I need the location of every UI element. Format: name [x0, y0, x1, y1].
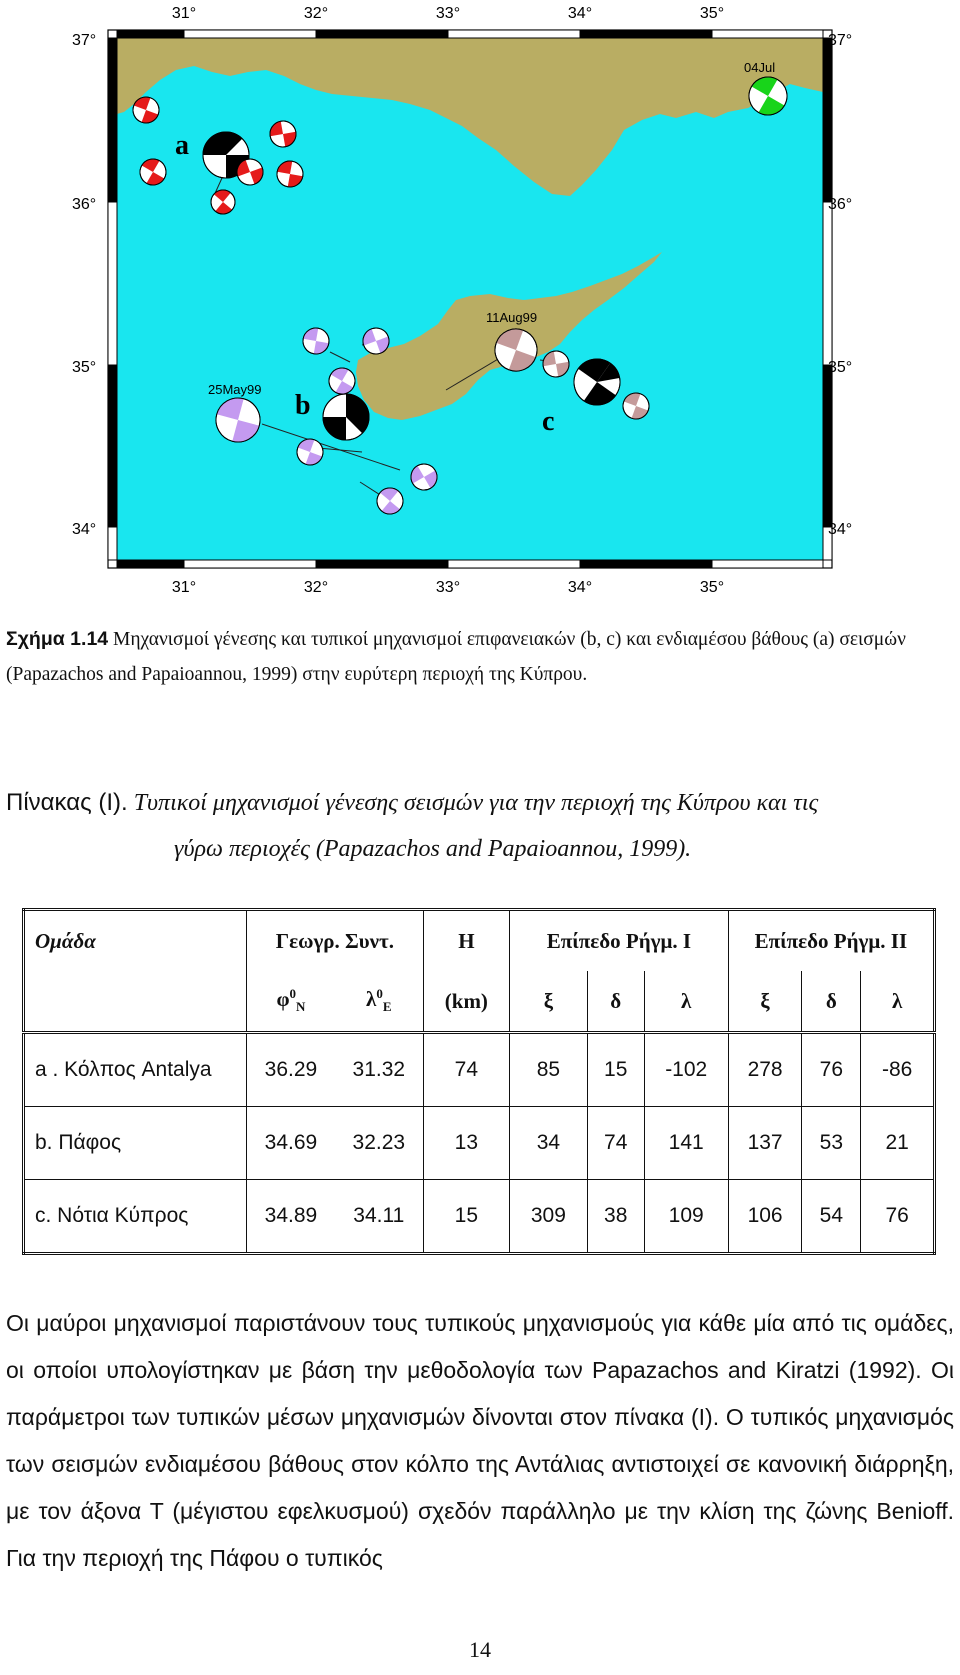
frame-bar-segment [184, 30, 316, 38]
cell-xi2: 106 [728, 1180, 802, 1254]
frame-bar-segment [448, 30, 580, 38]
frame-bar-segment [117, 30, 184, 38]
header-group-blank [24, 971, 247, 1033]
table-title-line1: Τυπικοί μηχανισμοί γένεσης σεισμών για την περιοχή της Κύπρου και τις [127, 790, 819, 816]
frame-bar-segment [712, 560, 823, 568]
cell-d2: 76 [802, 1033, 861, 1107]
frame-bar-segment [823, 38, 832, 202]
header-plane2: Επίπεδο Ρήγμ. ΙΙ [728, 910, 934, 972]
table-title [6, 780, 956, 872]
cell-xi1: 309 [509, 1180, 587, 1254]
table-body [24, 1033, 935, 1254]
event-label-11aug99: 11Aug99 [486, 310, 538, 325]
latitude-tick-label: 34° [72, 521, 97, 538]
frame-bar-segment [316, 560, 448, 568]
page-number: 14 [469, 1637, 491, 1662]
cell-phi: 36.29 [247, 1033, 335, 1107]
lambda-sup: 0 [376, 986, 383, 1002]
longitude-tick-label: 32° [303, 5, 329, 22]
cell-group: a . Κόλπος Antalya [24, 1033, 247, 1107]
header-l1: λ [644, 971, 728, 1033]
header-group: Ομάδα [24, 910, 247, 972]
group-label-a: a [175, 130, 189, 161]
cell-d2: 53 [802, 1107, 861, 1180]
header-l2: λ [861, 971, 935, 1033]
body-paragraph [6, 1300, 954, 1582]
longitude-tick-label: 33° [435, 579, 461, 596]
table-title-line2: γύρω περιοχές (Papazachos and Papaioannou, 1999). [174, 836, 692, 862]
cell-h: 13 [423, 1107, 509, 1180]
longitude-tick-label: 34° [567, 579, 593, 596]
header-d2: δ [802, 971, 861, 1033]
latitude-tick-label: 35° [828, 359, 853, 376]
longitude-tick-label: 31° [171, 579, 197, 596]
longitude-tick-label: 31° [171, 5, 197, 22]
frame-bar-segment [316, 30, 448, 38]
frame-bar-segment [580, 560, 712, 568]
cell-lam: 32.23 [335, 1107, 423, 1180]
event-label-04jul: 04Jul [744, 60, 776, 75]
table-header-row-1 [24, 910, 935, 972]
beachball-icon [323, 394, 369, 440]
latitude-tick-label: 36° [828, 196, 853, 213]
table-row [24, 1107, 935, 1180]
header-plane1: Επίπεδο Ρήγμ. Ι [509, 910, 728, 972]
cell-l2: 21 [861, 1107, 935, 1180]
cell-d1: 74 [587, 1107, 644, 1180]
paragraph-text: Οι μαύροι μηχανισμοί παριστάνουν τους τυπικούς μηχανισμούς για κάθε μία από τις ομάδες, οι οποίοι υπολογίστηκαν με βάση την μεθοδολογία των Papazachos and Kiratzi (1992). Οι παράμετροι των τυπικών μέσων μηχανισμών δίνονται στον πίνακα (Ι). Ο τυπικός μηχανισμός των σεισμών ενδιαμέσου βάθους στον κόλπο της Αντάλιας αντιστοιχεί σε κανονική διάρρηξη, με τον άξονα Τ (μέγιστου εφελκυσμού) σχεδόν παράλληλο με την κλίση της ζώνης Benioff. Για την περιοχή της Πάφου ο τυπικός [6, 1310, 954, 1571]
latitude-tick-label: 37° [72, 32, 97, 49]
header-xi1: ξ [509, 971, 587, 1033]
cell-phi: 34.69 [247, 1107, 335, 1180]
cell-xi2: 278 [728, 1033, 802, 1107]
cell-d1: 38 [587, 1180, 644, 1254]
group-label-c: c [542, 406, 555, 437]
frame-bar-segment [108, 202, 117, 365]
frame-bar-segment [712, 30, 823, 38]
phi-sup: 0 [289, 986, 297, 1002]
longitude-tick-label: 35° [699, 5, 725, 22]
group-label-b: b [295, 390, 311, 421]
latitude-tick-label: 34° [828, 521, 853, 538]
frame-bar-segment [823, 365, 832, 527]
header-km: (km) [423, 971, 509, 1033]
frame-bar-segment [448, 560, 580, 568]
mechanism-parameters-table [22, 908, 936, 1255]
cell-h: 74 [423, 1033, 509, 1107]
cell-lam: 31.32 [335, 1033, 423, 1107]
frame-bar-segment [184, 560, 316, 568]
cell-xi1: 85 [509, 1033, 587, 1107]
frame-bar-segment [580, 30, 712, 38]
table-title-label: Πίνακας (Ι). [6, 789, 128, 816]
figure-caption [6, 622, 952, 692]
header-coords: Γεωγρ. Συντ. [247, 910, 424, 972]
header-lambda [335, 971, 423, 1033]
event-label-25may99: 25May99 [208, 382, 262, 397]
frame-bar-segment [108, 365, 117, 527]
header-phi [247, 971, 335, 1033]
frame-bar-segment [117, 560, 184, 568]
longitude-tick-label: 35° [699, 579, 725, 596]
longitude-tick-label: 34° [567, 5, 593, 22]
cell-h: 15 [423, 1180, 509, 1254]
cell-l1: -102 [644, 1033, 728, 1107]
cell-d1: 15 [587, 1033, 644, 1107]
cell-l1: 141 [644, 1107, 728, 1180]
phi-symbol: φ [276, 987, 290, 1012]
frame-bar-segment [108, 527, 117, 560]
cell-l1: 109 [644, 1180, 728, 1254]
header-xi2: ξ [728, 971, 802, 1033]
seismic-map [0, 0, 960, 605]
cell-xi1: 34 [509, 1107, 587, 1180]
caption-text: Μηχανισμοί γένεσης και τυπικοί μηχανισμοί επιφανειακών (b, c) και ενδιαμέσου βάθους (a) σεισμών (Papazachos and Papaioannou, 1999) στην ευρύτερη περιοχή της Κύπρου. [6, 629, 906, 685]
lambda-symbol: λ [366, 987, 377, 1012]
cell-lam: 34.11 [335, 1180, 423, 1254]
table-header-row-2 [24, 971, 935, 1033]
cell-xi2: 137 [728, 1107, 802, 1180]
latitude-tick-label: 37° [828, 32, 853, 49]
header-d1: δ [587, 971, 644, 1033]
lambda-sub: E [382, 999, 392, 1015]
cell-l2: 76 [861, 1180, 935, 1254]
frame-bar-segment [823, 202, 832, 365]
header-h: H [423, 910, 509, 972]
latitude-tick-label: 35° [72, 359, 97, 376]
table-row [24, 1180, 935, 1254]
caption-label: Σχήμα 1.14 [6, 628, 109, 650]
map-figure [0, 0, 960, 605]
table-row [24, 1033, 935, 1107]
frame-bar-segment [108, 38, 117, 202]
phi-sub: N [296, 999, 306, 1015]
cell-d2: 54 [802, 1180, 861, 1254]
latitude-tick-label: 36° [72, 196, 97, 213]
longitude-tick-label: 32° [303, 579, 329, 596]
longitude-tick-label: 33° [435, 5, 461, 22]
cell-phi: 34.89 [247, 1180, 335, 1254]
cell-group: b. Πάφος [24, 1107, 247, 1180]
cell-group: c. Νότια Κύπρος [24, 1180, 247, 1254]
cell-l2: -86 [861, 1033, 935, 1107]
